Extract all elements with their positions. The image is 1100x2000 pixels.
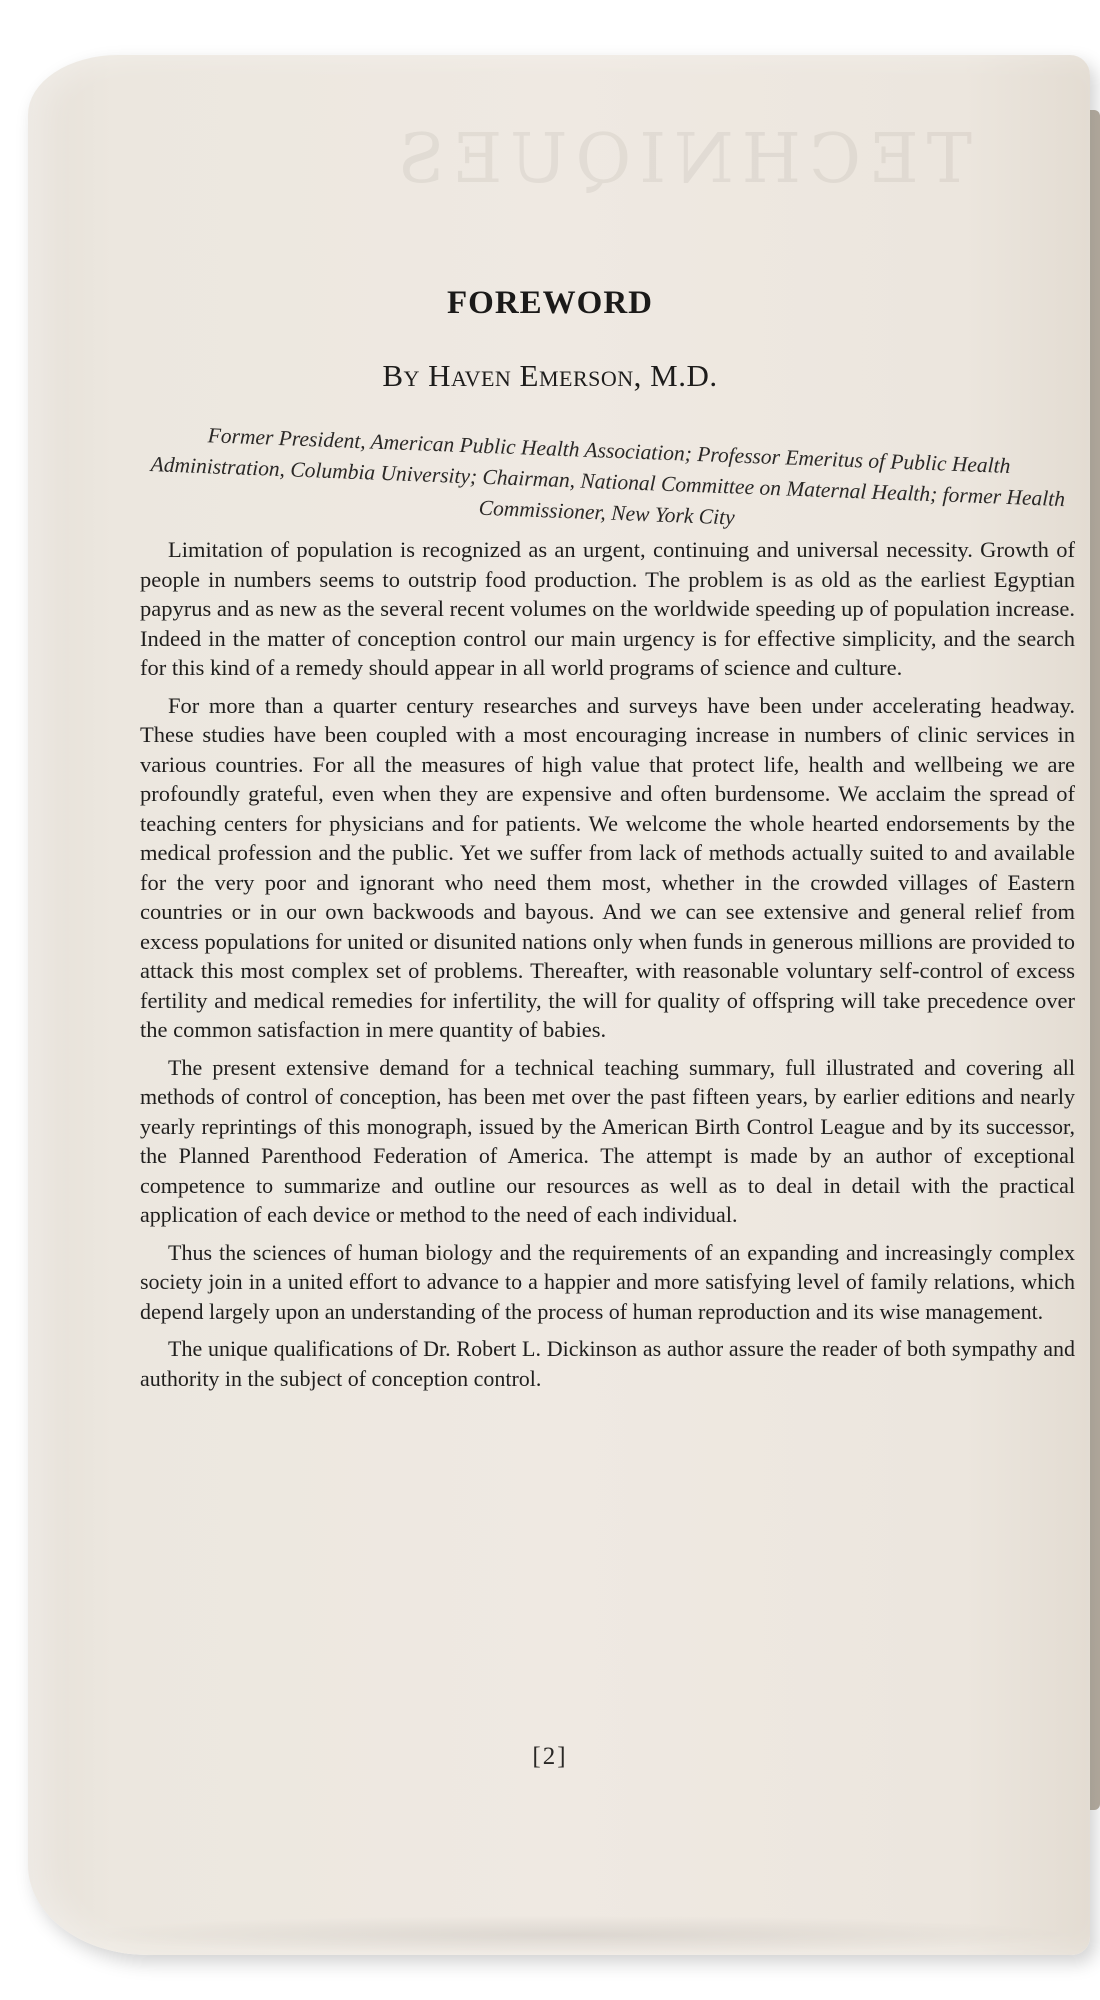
paragraph-5: The unique qualifications of Dr. Robert L. Dickinson as author assure the reader of both sympathy and authority in the subject of conception control. <box>140 1336 1075 1391</box>
author-credentials: Former President, American Public Health Association; Professor Emeritus of Public Health Administration, Columbia University; Chairman, National Committee on Maternal Health; former Health Commissioner, New York City <box>150 423 1066 530</box>
author-byline: By Haven Emerson, M.D. <box>382 358 718 393</box>
foreword-body <box>140 535 1075 1595</box>
page-number: [2] <box>532 1743 568 1770</box>
paragraph-3: The present extensive demand for a technical teaching summary, full illustrated and covering all methods of control of conception, has been met over the past fifteen years, by earlier editions and nearly yearly reprintings of this monograph, issued by the American Birth Control League and by its successor, the Planned Parenthood Federation of America. The attempt is made by an author of exceptional competence to summarize and outline our resources as well as to deal in detail with the practical application of each device or method to the need of each individual. <box>140 1054 1075 1227</box>
page-shadow <box>60 1915 1080 1955</box>
paragraph-2: For more than a quarter century researches and surveys have been under accelerating headway. These studies have been coupled with a most encouraging increase in numbers of clinic services in various countries. For all the measures of high value that protect life, health and wellbeing we are profoundly grateful, even when they are expensive and often burdensome. We acclaim the spread of teaching centers for physicians and for patients. We welcome the whole hearted endorsements by the medical profession and the public. Yet we suffer from lack of methods actually suited to and available for the very poor and ignorant who need them most, whether in the crowded villages of Eastern countries or in our own backwoods and bayous. And we can see extensive and general relief from excess populations for united or disunited nations only when funds in generous millions are provided to attack this most complex set of problems. Thereafter, with reasonable voluntary self-control of excess fertility and medical remedies for infertility, the will for quality of offspring will take precedence over the common satisfaction in mere quantity of babies. <box>140 692 1075 1042</box>
show-through-text: TECHNIQUES <box>390 120 972 199</box>
paragraph-4: Thus the sciences of human biology and the requirements of an expanding and increasingly complex society join in a united effort to advance to a happier and more satisfying level of family relations, which depend largely upon an understanding of the process of human reproduction and its wise management. <box>140 1239 1075 1324</box>
paragraph-1: Limitation of population is recognized as an urgent, continuing and universal necessity. Growth of people in numbers seems to outstrip food production. The problem is as old as the earliest Egyptian papyrus and as new as the several recent volumes on the worldwide speeding up of population increase. Indeed in the matter of conception control our main urgency is for effective simplicity, and the search for this kind of a remedy should appear in all world programs of science and culture. <box>140 537 1075 680</box>
page-title: FOREWORD <box>447 285 653 321</box>
